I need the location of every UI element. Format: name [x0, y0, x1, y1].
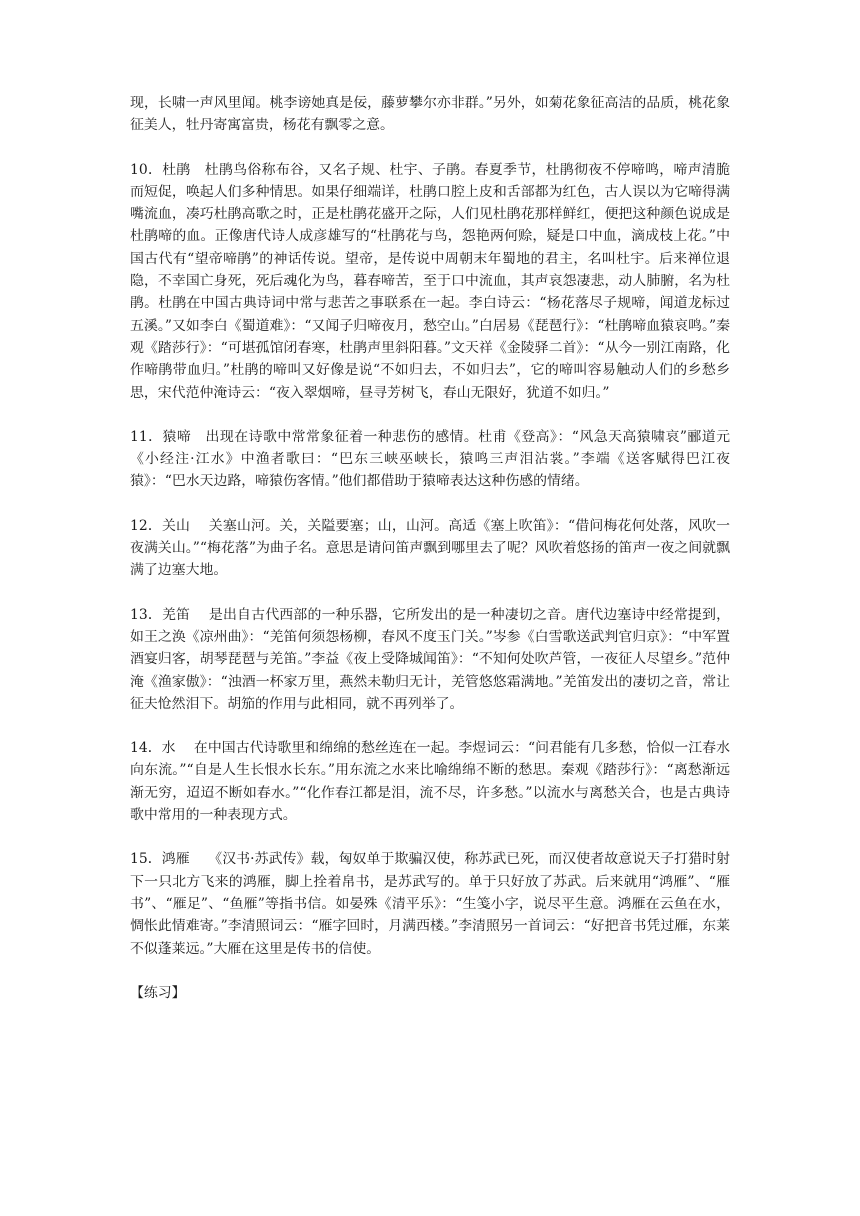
paragraph-water: 14．水 在中国古代诗歌里和绵绵的愁丝连在一起。李煜词云：“问君能有几多愁，恰似一江春水向东流。”“自是人生长恨水长东。”用东流之水来比喻绵绵不断的愁思。秦观《踏莎行》：“离愁渐远渐无穷，迢迢不断如春水。”“化作春江都是泪，流不尽，许多愁。”以流水与离愁关合，也是古典诗歌中常用的一种表现方式。	[130, 740, 730, 824]
paragraph-flowers-continued: 现，长啸一声风里闻。桃李谤她真是佞，藤萝攀尔亦非群。”另外，如菊花象征高洁的品质，桃花象征美人，牡丹寄寓富贵，杨花有飘零之意。	[130, 95, 730, 134]
paragraph-qiang-flute: 13．羌笛 是出自古代西部的一种乐器，它所发出的是一种凄切之音。唐代边塞诗中经常提到，如王之涣《凉州曲》：“羌笛何须怨杨柳，春风不度玉门关。”岑参《白雪歌送武判官归京》：“中军置酒宴归客，胡琴琵琶与羌笛。”李益《夜上受降城闻笛》：“不知何处吹芦管，一夜征人尽望乡。”范仲淹《渔家傲》：“浊酒一杯家万里，燕然未勒归无计，羌管悠悠霜满地。”羌笛发出的凄切之音，常让征夫怆然泪下。胡笳的作用与此相同，就不再列举了。	[130, 606, 730, 712]
paragraph-wild-goose: 15．鸿雁 《汉书·苏武传》载，匈奴单于欺骗汉使，称苏武已死，而汉使者故意说天子打猎时射下一只北方飞来的鸿雁，脚上拴着帛书，是苏武写的。单于只好放了苏武。后来就用“鸿雁”、“雁书”、“雁足”、“鱼雁”等指书信。如晏殊《清平乐》：“生笺小字，说尽平生意。鸿雁在云鱼在水，惆怅此情难寄。”李清照词云：“雁字回时，月满西楼。”李清照另一首词云：“好把音书凭过雁，东莱不似蓬莱远。”大雁在这里是传书的信使。	[130, 851, 730, 957]
document-page	[130, 92, 730, 1004]
exercise-heading: 【练习】	[130, 984, 186, 1001]
paragraph-guanshan: 12．关山 关塞山河。关，关隘要塞；山，山河。高适《塞上吹笛》：“借问梅花何处落，风吹一夜满关山。”“梅花落”为曲子名。意思是请问笛声飘到哪里去了呢？风吹着悠扬的笛声一夜之间就飘满了边塞大地。	[130, 517, 730, 579]
paragraph-ape-cry: 11．猿啼 出现在诗歌中常常象征着一种悲伤的感情。杜甫《登高》：“风急天高猿啸哀”郦道元《小经注·江水》中渔者歌曰：“巴东三峡巫峡长，猿鸣三声泪沾裳。”李端《送客赋得巴江夜猿》：“巴水天边路，啼猿伤客情。”他们都借助于猿啼表达这种伤感的情绪。	[130, 428, 730, 490]
paragraph-cuckoo: 10．杜鹃 杜鹃鸟俗称布谷，又名子规、杜宇、子鹃。春夏季节，杜鹃彻夜不停啼鸣，啼声清脆而短促，唤起人们多种情思。如果仔细端详，杜鹃口腔上皮和舌部都为红色，古人误以为它啼得满嘴流血，凑巧杜鹃高歌之时，正是杜鹃花盛开之际，人们见杜鹃花那样鲜红，便把这种颜色说成是杜鹃啼的血。正像唐代诗人成彦雄写的“杜鹃花与鸟，怨艳两何赊，疑是口中血，滴成枝上花。”中国古代有“望帝啼鹃”的神话传说。望帝，是传说中周朝末年蜀地的君主，名叫杜宇。后来禅位退隐，不幸国亡身死，死后魂化为鸟，暮春啼苦，至于口中流血，其声哀怨凄悲，动人肺腑，名为杜鹃。杜鹃在中国古典诗词中常与悲苦之事联系在一起。李白诗云：“杨花落尽子规啼，闻道龙标过五溪。”又如李白《蜀道难》：“又闻子归啼夜月，愁空山。”白居易《琵琶行》：“杜鹃啼血猿哀鸣。”秦观《踏莎行》：“可堪孤馆闭春寒，杜鹃声里斜阳暮。”文天祥《金陵驿二首》：“从今一别江南路，化作啼鹃带血归。”杜鹃的啼叫又好像是说“不如归去，不如归去”，它的啼叫容易触动人们的乡愁乡思，宋代范仲淹诗云：“夜入翠烟啼，昼寻芳树飞，春山无限好，犹道不如归。”	[130, 161, 730, 401]
